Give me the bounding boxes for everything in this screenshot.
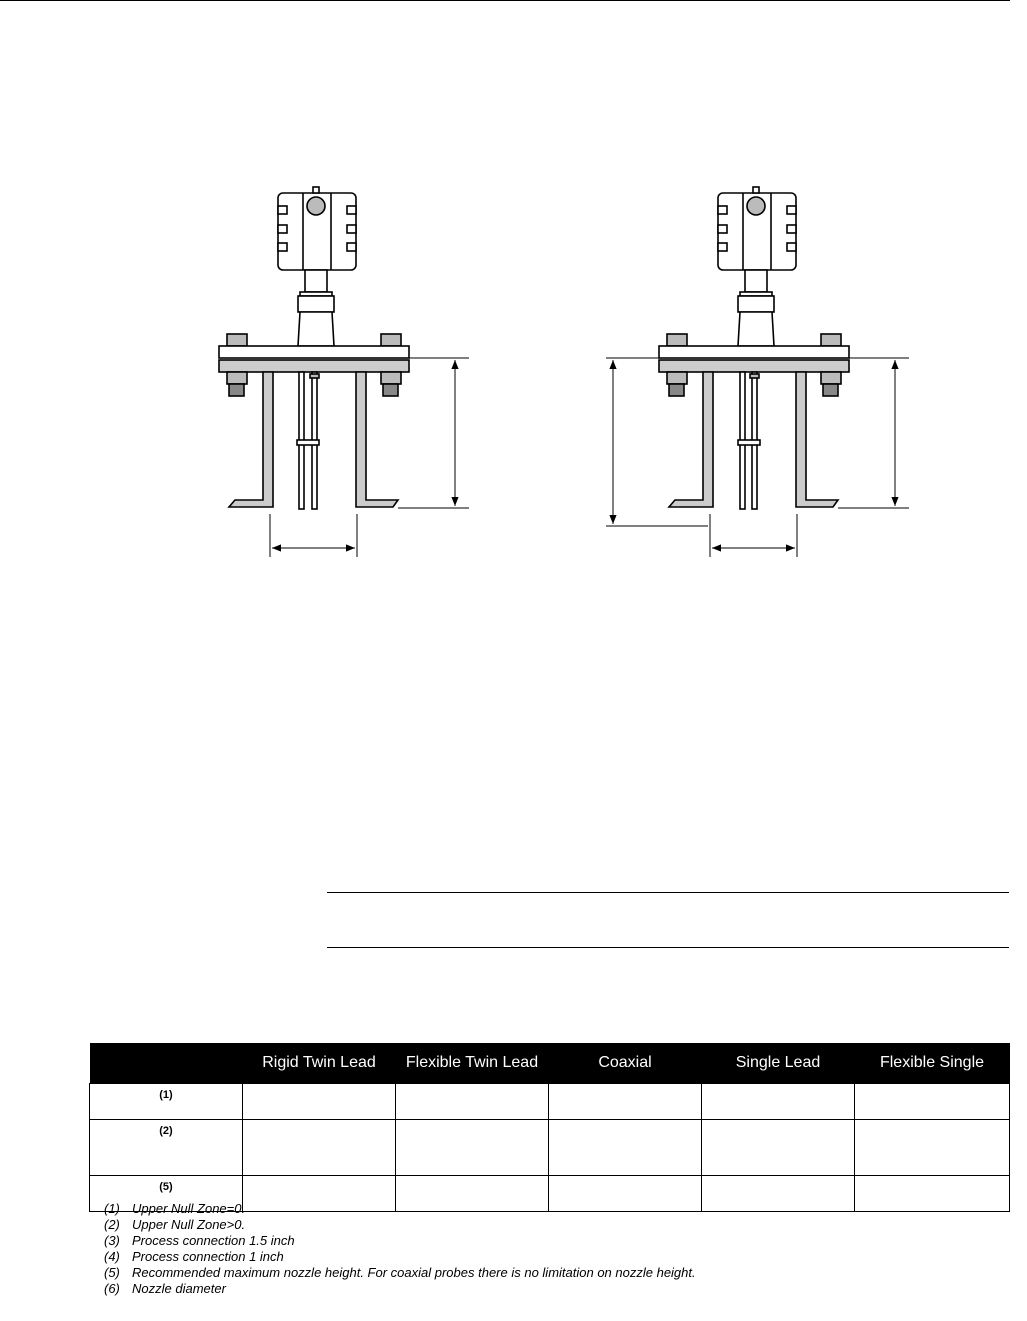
table-cell xyxy=(396,1120,549,1176)
column-header-flexible-twin-lead: Flexible Twin Lead xyxy=(396,1043,549,1084)
table-cell xyxy=(702,1120,855,1176)
footnote-number: (3) xyxy=(104,1233,120,1248)
row-label: (1) xyxy=(90,1084,243,1120)
table-row xyxy=(90,1120,1010,1176)
transmitter-right xyxy=(659,187,849,509)
table-cell xyxy=(702,1084,855,1120)
column-header-rigid-twin-lead: Rigid Twin Lead xyxy=(243,1043,396,1084)
row-label: (2) xyxy=(90,1120,243,1176)
footnote-text: Recommended maximum nozzle height. For coaxial probes there is no limitation on nozzle height. xyxy=(132,1265,696,1280)
table-cell xyxy=(855,1120,1010,1176)
footnote-text: Process connection 1.5 inch xyxy=(132,1233,295,1248)
row-label: (5) xyxy=(90,1176,243,1212)
table-row xyxy=(90,1084,1010,1120)
table-cell xyxy=(549,1084,702,1120)
table-cell xyxy=(549,1120,702,1176)
note-rule-bottom xyxy=(327,947,1009,948)
footnote-text: Upper Null Zone=0. xyxy=(132,1201,246,1216)
table-cell xyxy=(396,1084,549,1120)
note-rule-top xyxy=(327,892,1009,893)
footnote xyxy=(104,1265,904,1281)
footnotes xyxy=(104,1201,904,1297)
nozzle-spec-table xyxy=(89,1043,1010,1212)
table-cell xyxy=(855,1084,1010,1120)
footnote-text: Nozzle diameter xyxy=(132,1281,226,1296)
footnote xyxy=(104,1217,904,1233)
transmitter-left xyxy=(219,187,409,509)
column-header xyxy=(90,1043,243,1084)
footnote-text: Upper Null Zone>0. xyxy=(132,1217,246,1232)
footnote-number: (2) xyxy=(104,1217,120,1232)
footnote xyxy=(104,1201,904,1217)
footnote xyxy=(104,1233,904,1249)
table-header-row xyxy=(90,1043,1010,1084)
footnote xyxy=(104,1249,904,1265)
footnote-number: (4) xyxy=(104,1249,120,1264)
footnote-number: (5) xyxy=(104,1265,120,1280)
table-cell xyxy=(243,1084,396,1120)
column-header-flexible-single: Flexible Single xyxy=(855,1043,1010,1084)
column-header-single-lead: Single Lead xyxy=(702,1043,855,1084)
footnote-number: (6) xyxy=(104,1281,120,1296)
footnote-text: Process connection 1 inch xyxy=(132,1249,284,1264)
footnote xyxy=(104,1281,904,1297)
footnote-number: (1) xyxy=(104,1201,120,1216)
table-cell xyxy=(243,1120,396,1176)
column-header-coaxial: Coaxial xyxy=(549,1043,702,1084)
nozzle-installation-figure xyxy=(0,0,1027,600)
